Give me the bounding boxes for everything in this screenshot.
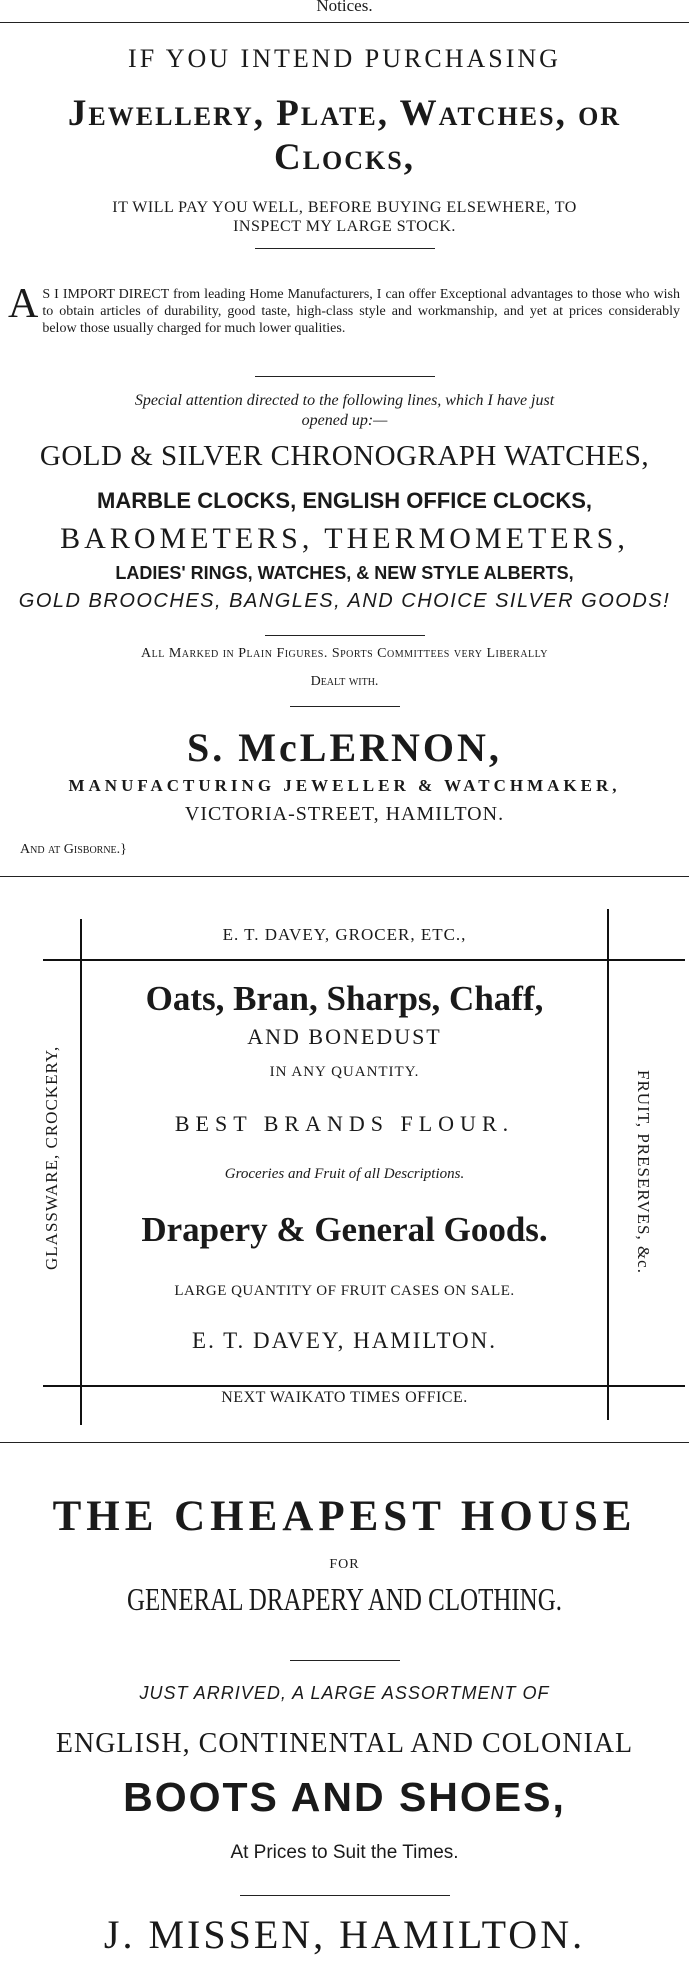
missen-for-word: FOR (329, 1557, 360, 1572)
davey-bottom-label: NEXT WAIKATO TIMES OFFICE. (221, 1389, 468, 1406)
mclernon-divider-2 (255, 376, 435, 377)
missen-divider-2 (240, 1895, 450, 1896)
davey-top-label: E. T. DAVEY, GROCER, ETC., (222, 925, 467, 944)
paragraph-text: S I IMPORT DIRECT from leading Home Manufacturers, I can offer Exceptional advantages to those who wish to obtain articles of durability, good taste, high-class style and workmanship, and yet at prices considerably below those usually charged for much lower qualities. (42, 287, 680, 336)
mclernon-trade: MANUFACTURING JEWELLER & WATCHMAKER, (68, 776, 621, 795)
davey-fruit-cases-line: LARGE QUANTITY OF FRUIT CASES ON SALE. (174, 1283, 515, 1299)
mclernon-intro-paragraph (8, 281, 680, 337)
davey-bonedust-line: AND BONEDUST (247, 1024, 442, 1049)
mclernon-address: VICTORIA-STREET, HAMILTON. (184, 803, 505, 825)
mclernon-divider-1 (255, 248, 435, 249)
header-divider (0, 22, 689, 23)
mclernon-pay-line-2: INSPECT MY LARGE STOCK. (233, 218, 456, 235)
mclernon-branch: And at Gisborne.} (20, 842, 127, 857)
brooches-line: GOLD BROOCHES, BANGLES, AND CHOICE SILVER GOODS! (18, 590, 671, 612)
missen-headline: THE CHEAPEST HOUSE (52, 1493, 637, 1540)
davey-right-side-text: FRUIT, PRESERVES, &c. (634, 1070, 653, 1274)
clocks-line: MARBLE CLOCKS, ENGLISH OFFICE CLOCKS, (97, 488, 592, 513)
missen-origins-line: ENGLISH, CONTINENTAL AND COLONIAL (55, 1728, 634, 1759)
special-attention-line-2: opened up:— (301, 412, 388, 429)
davey-drapery-line: Drapery & General Goods. (141, 1210, 548, 1249)
davey-box-bottom (43, 1385, 685, 1387)
mclernon-products-line-2: Clocks, (274, 137, 415, 178)
special-attention-line-1: Special attention directed to the following lines, which I have just (134, 392, 555, 409)
barometers-line: BAROMETERS, THERMOMETERS, (60, 522, 629, 555)
missen-divider (290, 1660, 400, 1661)
ad-separator-2 (0, 1442, 689, 1443)
mclernon-divider-4 (290, 706, 400, 707)
mclernon-headline: IF YOU INTEND PURCHASING (128, 44, 561, 73)
marked-line-2: Dealt with. (310, 674, 379, 689)
davey-box-top (43, 959, 685, 961)
rings-line: LADIES' RINGS, WATCHES, & NEW STYLE ALBERTS, (115, 563, 574, 583)
davey-quantity-line: IN ANY QUANTITY. (269, 1064, 420, 1080)
davey-flour-line: BEST BRANDS FLOUR. (174, 1111, 515, 1136)
mclernon-pay-line-1: IT WILL PAY YOU WELL, BEFORE BUYING ELSEWHERE, TO (112, 199, 577, 216)
davey-left-side-text: GLASSWARE, CROCKERY, (42, 1045, 61, 1270)
missen-arrived-line: JUST ARRIVED, A LARGE ASSORTMENT OF (139, 1683, 550, 1703)
missen-drapery-line: GENERAL DRAPERY AND CLOTHING. (127, 1581, 562, 1617)
mclernon-name: S. McLERNON, (187, 725, 502, 770)
missen-prices-line: At Prices to Suit the Times. (230, 1842, 459, 1863)
davey-signature-line: E. T. DAVEY, HAMILTON. (192, 1328, 497, 1353)
dropcap-letter: A (8, 281, 39, 327)
ad-separator-1 (0, 876, 689, 877)
davey-groceries-line: Groceries and Fruit of all Descriptions. (224, 1166, 465, 1182)
marked-line-1: All Marked in Plain Figures. Sports Committees very Liberally (141, 646, 548, 661)
mclernon-divider-3 (265, 635, 425, 636)
missen-signature-line: J. MISSEN, HAMILTON. (103, 1912, 586, 1957)
section-title: Notices. (316, 0, 373, 15)
mclernon-products-line-1: Jewellery, Plate, Watches, or (67, 93, 622, 134)
chronograph-line: GOLD & SILVER CHRONOGRAPH WATCHES, (39, 440, 650, 472)
missen-boots-line: BOOTS AND SHOES, (123, 1774, 566, 1820)
davey-oats-line: Oats, Bran, Sharps, Chaff, (145, 979, 544, 1018)
